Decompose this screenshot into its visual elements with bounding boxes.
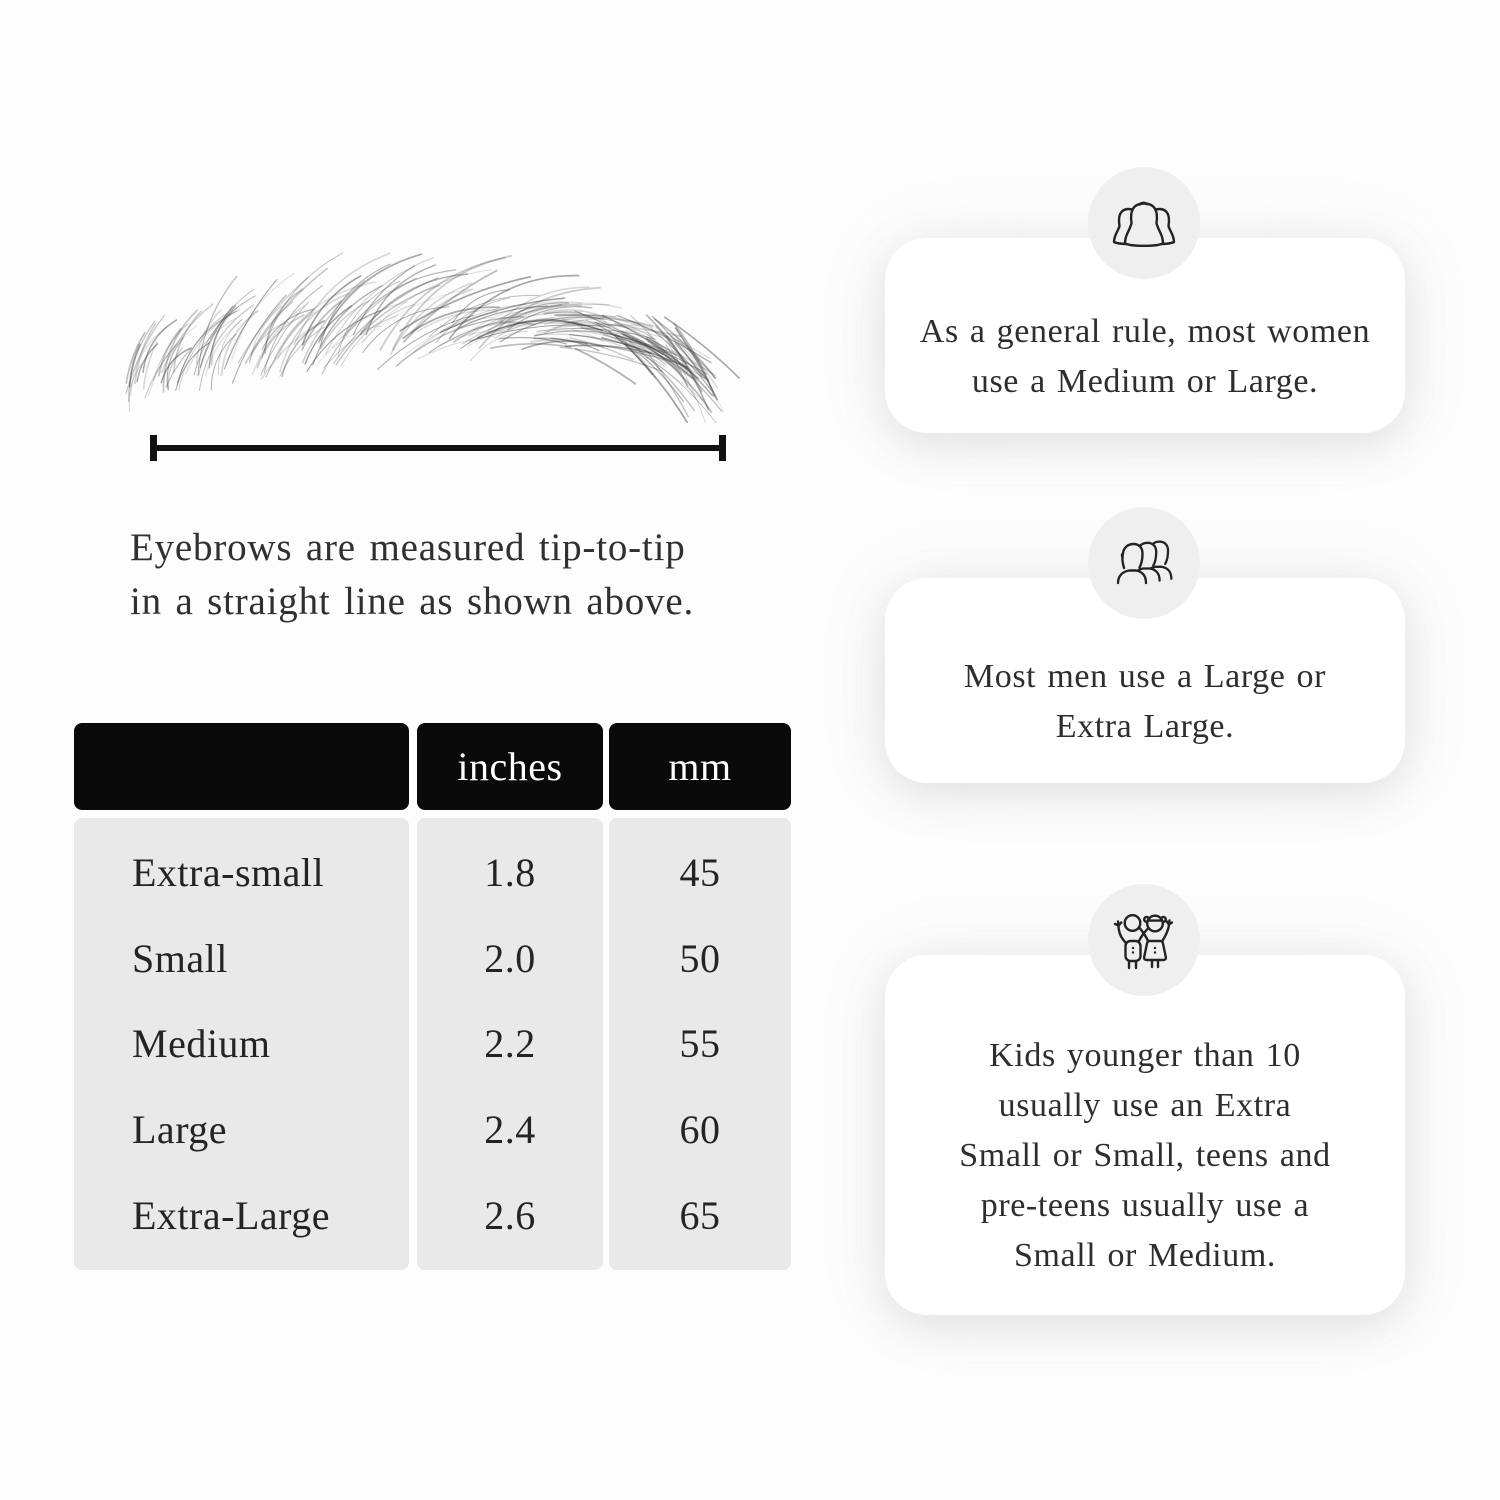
men-icon-circle	[1088, 507, 1200, 619]
table-cell-mm: 65	[679, 1192, 721, 1238]
info-card-text	[964, 652, 1326, 752]
kids-icon	[1108, 908, 1180, 972]
table-cell-size-name: Large	[132, 1107, 228, 1153]
table-column-mm	[609, 818, 791, 1270]
info-card-text-line: Small or Medium.	[1014, 1236, 1276, 1274]
table-cell-size-name: Extra-Large	[132, 1192, 330, 1238]
table-header-inches: inches	[417, 723, 603, 810]
men-group-icon	[1108, 537, 1180, 589]
table-header-blank	[74, 723, 409, 810]
info-card-text-line: Small or Small, teens and	[959, 1137, 1331, 1175]
info-card-text-line: Kids younger than 10	[989, 1037, 1301, 1075]
table-cell-mm: 55	[679, 1021, 721, 1067]
caption-line: Eyebrows are measured tip-to-tip	[130, 526, 686, 569]
info-card-text-line: Most men use a Large or	[963, 657, 1327, 695]
table-cell-size-name: Medium	[132, 1021, 271, 1067]
table-cell-size-name: Extra-small	[132, 850, 325, 896]
table-column-inches	[417, 818, 603, 1270]
measurement-caption	[130, 521, 770, 629]
women-icon-circle	[1088, 167, 1200, 279]
info-card-kids	[885, 955, 1405, 1315]
info-card-text-line: pre-teens usually use a	[980, 1186, 1310, 1224]
eyebrow-illustration	[100, 228, 780, 423]
table-cell-inches: 2.4	[484, 1107, 536, 1153]
info-card-text-line: use a Medium or Large.	[971, 362, 1319, 400]
table-header-mm: mm	[609, 723, 791, 810]
table-cell-size-name: Small	[132, 935, 228, 981]
table-cell-inches: 2.2	[484, 1021, 536, 1067]
table-cell-mm: 50	[679, 935, 721, 981]
kids-icon-circle	[1088, 884, 1200, 996]
info-card-text-line: usually use an Extra	[998, 1087, 1292, 1125]
caption-line: in a straight line as shown above.	[130, 579, 695, 623]
measurement-line	[150, 435, 726, 461]
info-card-text	[920, 307, 1370, 407]
women-group-icon	[1108, 197, 1180, 249]
info-card-text-line: As a general rule, most women	[919, 312, 1371, 350]
table-cell-mm: 60	[679, 1107, 721, 1153]
table-cell-inches: 1.8	[484, 850, 536, 896]
table-cell-inches: 2.0	[484, 935, 536, 981]
info-card-text-line: Extra Large.	[1055, 707, 1235, 745]
table-cell-inches: 2.6	[484, 1192, 536, 1238]
info-card-text	[959, 1031, 1330, 1281]
table-cell-mm: 45	[679, 850, 721, 896]
table-column-size-names	[74, 818, 409, 1270]
